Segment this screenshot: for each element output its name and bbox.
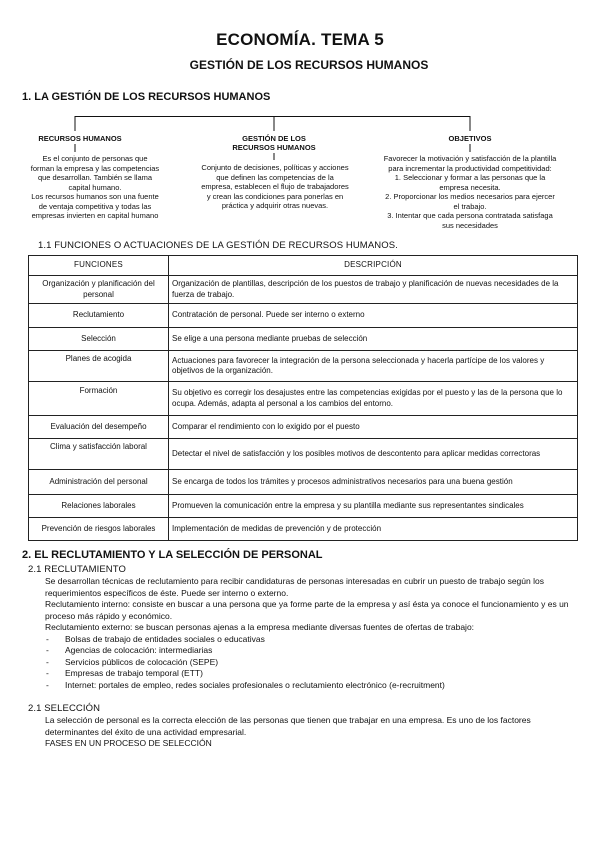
diagram-text-line: y crean las condiciones para ponerlas en <box>206 191 344 201</box>
list-item: - Servicios públicos de colocación (SEPE) <box>45 657 585 669</box>
section-2-heading: 2. EL RECLUTAMIENTO Y LA SELECCIÓN DE PERSONAL <box>22 549 323 561</box>
document-subtitle: GESTIÓN DE LOS RECURSOS HUMANOS <box>189 58 429 72</box>
objetivo-line <box>370 192 570 202</box>
table-cell-descripcion: Organización de plantillas, descripción de los puestos de trabajo y planificación de nuevas necesidades de la fuerza de trabajo. <box>169 276 578 304</box>
list-item: - Bolsas de trabajo de entidades sociales o educativas <box>45 634 585 646</box>
table-row <box>29 470 578 495</box>
table-row <box>29 416 578 439</box>
diagram-text-line: Los recursos humanos son una fuente <box>31 192 159 201</box>
objetivo-line <box>370 211 570 221</box>
table-header-descripcion: DESCRIPCIÓN <box>169 256 578 276</box>
table-cell-funcion: Reclutamiento <box>29 304 169 328</box>
objetivo-item-3 <box>370 211 570 230</box>
diagram-text-line: empresas invierten en capital humano <box>31 211 159 220</box>
objetivo-text: Intentar que cada persona contratada satisfaga <box>395 211 553 220</box>
diagram-text-objetivos <box>370 154 570 230</box>
objetivo-item-2 <box>370 192 570 211</box>
diagram-text-line: que desarrollan. También se llama <box>37 173 153 182</box>
table-cell-descripcion: Se encarga de todos los trámites y procesos administrativos necesarios para una buena gestión <box>169 470 578 495</box>
list-item: - Agencias de colocación: intermediarias <box>45 645 585 657</box>
table-row <box>29 351 578 382</box>
objetivo-text: Proporcionar los medios necesarios para ejercer <box>393 192 555 201</box>
table-row <box>29 304 578 328</box>
diagram-text-line: práctica y adquirir otras nuevas. <box>221 201 329 210</box>
table-cell-descripcion: Actuaciones para favorecer la integración de la persona seleccionada y hacerla partícipe de los valores y objetivos de la organización. <box>169 351 578 382</box>
diagram-text-line: capital humano. <box>68 182 122 192</box>
diagram-label-recursos-humanos: RECURSOS HUMANOS <box>38 134 122 143</box>
reclutamiento-paragraph: Se desarrollan técnicas de reclutamiento para recibir candidaturas de personas interesadas en cubrir un puesto de trabajo según los requerimientos específicos de éste. Puede ser interno o externo. <box>45 576 544 598</box>
document-title: ECONOMÍA. TEMA 5 <box>216 30 384 49</box>
table-row <box>29 439 578 470</box>
objetivo-line: empresa necesita. <box>439 182 501 192</box>
table-row <box>29 382 578 416</box>
fases-seleccion-label: FASES EN UN PROCESO DE SELECCIÓN <box>45 738 212 748</box>
table-cell-funcion: Relaciones laborales <box>29 495 169 518</box>
section-1-1-heading: 1.1 FUNCIONES O ACTUACIONES DE LA GESTIÓN DE RECURSOS HUMANOS. <box>38 240 398 251</box>
list-item: - Internet: portales de empleo, redes sociales profesionales o reclutamiento electrónico (e-recruitment) <box>45 680 585 692</box>
objetivo-item-1 <box>370 173 570 192</box>
reclutamiento-externo-paragraph: Reclutamiento externo: se buscan personas ajenas a la empresa mediante diversas fuentes de ofertas de trabajo: <box>45 622 475 632</box>
diagram-text-recursos-humanos <box>20 154 170 221</box>
table-cell-descripcion: Se elige a una persona mediante pruebas de selección <box>169 328 578 351</box>
seleccion-block <box>45 715 585 750</box>
table-cell-funcion: Prevención de riesgos laborales <box>29 518 169 541</box>
seleccion-paragraph: La selección de personal es la correcta elección de las personas que tienen que trabajar en una empresa. Es uno de los factores determinantes del éxito de una actividad empresarial. <box>45 715 531 737</box>
objetivo-line: el trabajo. <box>453 201 487 211</box>
diagram-text-line: para incrementar la productividad competitividad: <box>388 163 552 173</box>
reclutamiento-block <box>45 576 585 691</box>
table-row <box>29 276 578 304</box>
table-cell-descripcion: Su objetivo es corregir los desajustes entre las competencias exigidas por el puesto y las de la persona que lo ocupa. Además, adapta al personal a los cambios del entorno. <box>169 382 578 416</box>
section-1-heading: 1. LA GESTIÓN DE LOS RECURSOS HUMANOS <box>22 91 271 103</box>
table-cell-funcion: Formación <box>29 382 169 416</box>
table-cell-descripcion: Implementación de medidas de prevención y de protección <box>169 518 578 541</box>
objetivo-text: Seleccionar y formar a las personas que la <box>403 173 546 182</box>
funciones-table <box>28 255 578 541</box>
table-cell-funcion: Evaluación del desempeño <box>29 416 169 439</box>
diagram-text-line: forman la empresa y las competencias <box>30 163 160 173</box>
diagram-text-line: Favorecer la motivación y satisfacción de la plantilla <box>383 154 557 163</box>
diagram-label-line: RECURSOS HUMANOS <box>232 143 316 152</box>
fuentes-list <box>45 634 585 692</box>
objetivo-line: sus necesidades <box>442 220 498 230</box>
table-cell-funcion: Administración del personal <box>29 470 169 495</box>
diagram-text-line: empresa, establecen el flujo de trabajadores <box>201 182 349 191</box>
diagram-text-gestion <box>190 163 360 211</box>
objetivo-line <box>370 173 570 183</box>
objetivo-number: 1. <box>394 173 401 182</box>
table-cell-descripcion: Comparar el rendimiento con lo exigido por el puesto <box>169 416 578 439</box>
objetivo-number: 2. <box>385 192 392 201</box>
table-cell-funcion: Planes de acogida <box>29 351 169 382</box>
objetivo-number: 3. <box>387 211 394 220</box>
table-header-funciones: FUNCIONES <box>29 256 169 276</box>
section-2-2-heading: 2.1 SELECCIÓN <box>28 703 101 714</box>
table-header-row <box>29 256 578 276</box>
table-row <box>29 328 578 351</box>
table-cell-funcion: Selección <box>29 328 169 351</box>
diagram-text-line: que definen las competencias de la <box>216 172 334 182</box>
table-cell-descripcion: Contratación de personal. Puede ser interno o externo <box>169 304 578 328</box>
diagram-text-line: Conjunto de decisiones, políticas y acciones <box>201 163 349 172</box>
diagram-text-line: Es el conjunto de personas que <box>42 154 148 163</box>
diagram-text-line: de ventaja competitiva y todas las <box>38 201 152 211</box>
reclutamiento-interno-paragraph: Reclutamiento interno: consiste en buscar a una persona que ya forme parte de la empresa y así ésta ya conoce el funcionamiento y es un proceso más rápido y económico. <box>45 599 569 621</box>
list-item: - Empresas de trabajo temporal (ETT) <box>45 668 585 680</box>
diagram-label-line: GESTIÓN DE LOS <box>242 134 306 143</box>
table-row <box>29 495 578 518</box>
diagram-label-gestion <box>224 134 324 152</box>
table-cell-descripcion: Detectar el nivel de satisfacción y los posibles motivos de descontento para aplicar medidas correctoras <box>169 439 578 470</box>
table-cell-descripcion: Promueven la comunicación entre la empresa y su plantilla mediante sus representantes sindicales <box>169 495 578 518</box>
table-cell-funcion: Organización y planificación del personal <box>29 276 169 304</box>
table-row <box>29 518 578 541</box>
diagram-label-objetivos: OBJETIVOS <box>448 134 492 143</box>
section-2-1-heading: 2.1 RECLUTAMIENTO <box>28 564 126 575</box>
table-cell-funcion: Clima y satisfacción laboral <box>29 439 169 470</box>
